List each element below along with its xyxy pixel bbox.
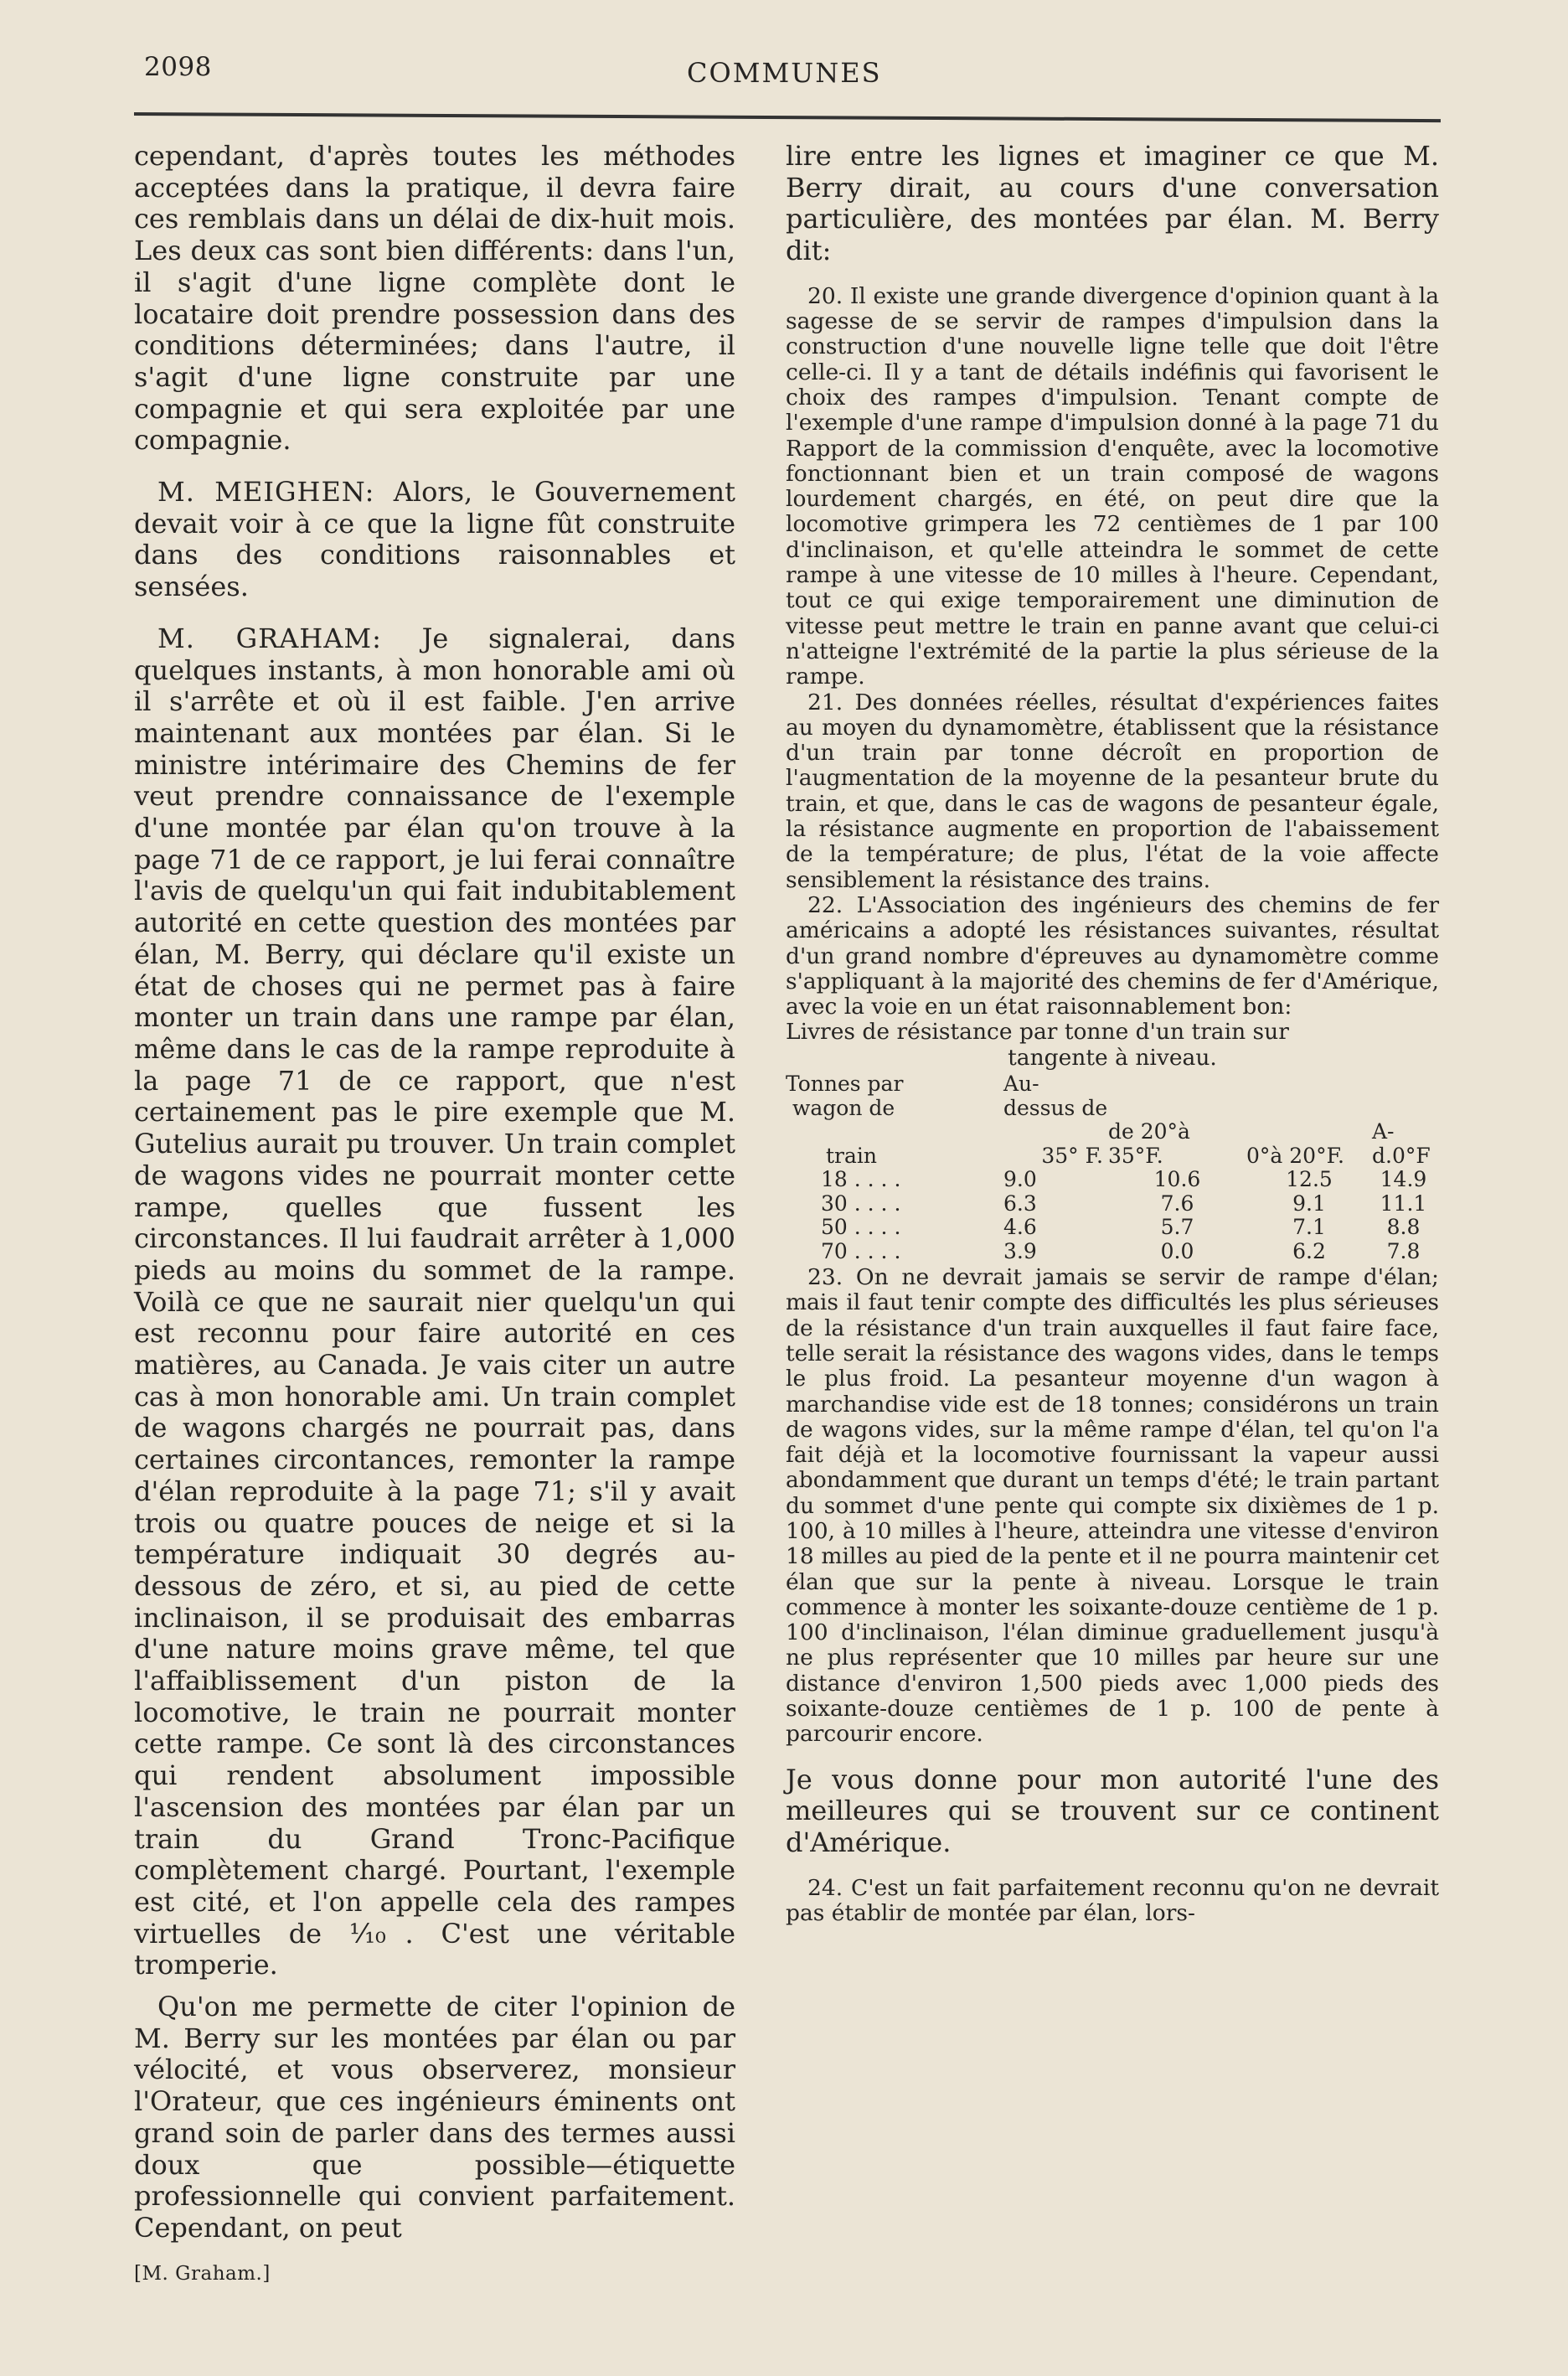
table-header-cell: wagon de	[792, 1095, 895, 1120]
table-header-row	[786, 1120, 1435, 1168]
table-header-row	[786, 1072, 1435, 1097]
table-cell: 0.0	[1160, 1238, 1194, 1263]
speaker-name: M. GRAHAM:	[157, 622, 382, 654]
resistance-table	[786, 1072, 1435, 1263]
table-cell: 50 . . . .	[821, 1215, 901, 1240]
table-cell: 9.0	[1003, 1167, 1037, 1192]
table-caption-line: tangente à niveau.	[1008, 1044, 1217, 1071]
quote-paragraph-23: 23. On ne devrait jamais se servir de rampe d'élan; mais il faut tenir compte des difficultés les plus sérieuses de la résistance d'un train auxquelles il faut faire face, telle serait la résistance des wagons vides, dans le temps le plus froid. La pesanteur moyenne d'un wagon à marchandise vide est de 18 tonnes; considérons un train de wagons vides, sur la même rampe d'élan, tel qu'on l'a fait déjà et la locomotive fournissant la vapeur aussi abondamment que durant un temps d'été; le train partant du sommet d'une pente qui compte six dixièmes de 1 p. 100, à 10 milles à l'heure, atteindra une vitesse d'environ 18 milles au pied de la pente et il ne pourra maintenir cet élan que sur la pente à niveau. Lorsque le train commence à monter les soixante-douze centième de 1 p. 100 d'inclinaison, l'élan diminue graduellement jusqu'à ne plus représenter que 10 milles par heure sur une distance d'environ 1,500 pieds avec 1,000 pieds des soixante-douze centièmes de 1 p. 100 de pente à parcourir encore.	[786, 1264, 1439, 1748]
table-cell: 11.1	[1380, 1191, 1427, 1216]
quote-paragraph-22: 22. L'Association des ingénieurs des chemins de fer américains a adopté les résistances suivantes, résultat d'un grand nombre d'épreuves au dynamomètre comme s'appliquant à la majorité des chemins de fer d'Amérique, avec la voie en un état raisonnablement bon:	[786, 891, 1439, 1020]
table-cell: 7.8	[1386, 1238, 1421, 1263]
berry-quotation	[786, 284, 1439, 1748]
table-cell: 14.9	[1380, 1167, 1427, 1192]
speaker-attribution: [M. Graham.]	[134, 2262, 271, 2285]
speech-meighen	[134, 477, 735, 603]
table-row	[786, 1216, 1435, 1240]
left-column	[134, 141, 735, 2285]
paragraph: Qu'on me permette de citer l'opinion de M. Berry sur les montées par élan ou par vélocité, et vous observerez, monsieur l'Orateur, que ces ingénieurs éminents ont grand soin de parler dans des termes aussi doux que possible—étiquette professionnelle qui convient parfaitement. Cependant, on peut	[134, 1991, 735, 2244]
paragraph: lire entre les lignes et imaginer ce que M. Berry dirait, au cours d'une conversation particulière, des montées par élan. M. Berry dit:	[786, 140, 1439, 267]
table-cell: 10.6	[1153, 1167, 1201, 1192]
table-row	[786, 1168, 1435, 1192]
table-cell: 18 . . . .	[821, 1167, 901, 1192]
table-header-cell: Tonnes par	[786, 1072, 904, 1097]
table-header-cell: A-d.0°F	[1372, 1119, 1431, 1168]
right-column	[786, 141, 1439, 1926]
paragraph: cependant, d'après toutes les méthodes acceptées dans la pratique, il devra faire ces remblais dans un délai de dix-huit mois. Les deux cas sont bien différents: dans l'un, il s'agit d'une ligne complète dont le locataire doit prendre possession dans des conditions déterminées; dans l'autre, il s'agit d'une ligne construite par une compagnie et qui sera exploitée par une compagnie.	[134, 140, 735, 457]
speech-text: Je signalerai, dans quelques instants, à mon honorable ami où il s'arrête et où il est faible. J'en arrive maintenant aux montées par élan. Si le ministre intérimaire des Chemins de fer veut prendre connaissance de l'exemple d'une montée par élan qu'on trouve à la page 71 de ce rapport, je lui ferai connaître l'avis de quelqu'un qui fait indubitablement autorité en cette question des montées par élan, M. Berry, qui déclare qu'il existe un état de choses qui ne permet pas à faire monter un train dans une rampe par élan, même dans le cas de la rampe reproduite à la page 71 de ce rapport, que n'est certainement pas le pire exemple que M. Gutelius aurait pu trouver. Un train complet de wagons vides ne pourrait monter cette rampe, quelles que fussent les circonstances. Il lui faudrait arrêter à 1,000 pieds au moins du sommet de la rampe. Voilà ce que ne saurait nier quelqu'un qui est reconnu pour faire autorité en ces matières, au Canada. Je vais citer un autre cas à mon honorable ami. Un train complet de wagons chargés ne pourrait pas, dans certaines circontances, remonter la rampe d'élan reproduite à la page 71; s'il y avait trois ou quatre pouces de neige et si la température indiquait 30 degrés au-dessous de zéro, et si, au pied de cette inclinaison, il se produisait des embarras d'une nature moins grave même, tel que l'affaiblissement d'un piston de la locomotive, le train ne pourrait monter cette rampe. Ce sont là des circonstances qui rendent absolument impossible l'ascension des montées par élan par un train du Grand Tronc-Pacifique complètement chargé. Pourtant, l'exemple est cité, et l'on appelle cela des rampes virtuelles de ⅒. C'est une véritable tromperie.	[134, 622, 736, 1981]
table-header-cell: dessus de	[1003, 1095, 1108, 1120]
table-header-row	[786, 1097, 1435, 1121]
table-cell: 4.6	[1003, 1215, 1037, 1240]
table-header-cell: 35° F.	[1041, 1143, 1103, 1168]
table-header-cell: de 20°à 35°F.	[1108, 1119, 1190, 1168]
table-caption-line: Livres de résistance par tonne d'un train sur	[786, 1019, 1289, 1046]
table-cell: 3.9	[1003, 1238, 1037, 1263]
header-rule	[134, 112, 1441, 122]
quote-paragraph-21: 21. Des données réelles, résultat d'expériences faites au moyen du dynamomètre, établissent que la résistance d'un train par tonne décroît en proportion de l'augmentation de la moyenne de la pesanteur brute du train, et que, dans le cas de wagons de pesanteur égale, la résistance augmente en proportion de l'abaissement de la température; de plus, l'état de la voie affecte sensiblement la résistance des trains.	[786, 689, 1439, 893]
quote-paragraph-20: 20. Il existe une grande divergence d'opinion quant à la sagesse de se servir de rampes d'impulsion dans la construction d'une nouvelle ligne telle que doit l'être celle-ci. Il y a tant de détails indéfinis qui favorisent le choix des rampes d'impulsion. Tenant compte de l'exemple d'une rampe d'impulsion donné à la page 71 du Rapport de la commission d'enquête, avec la locomotive fonctionnant bien et un train composé de wagons lourdement chargés, en été, on peut dire que la locomotive grimpera les 72 centièmes de 1 par 100 d'inclinaison, et qu'elle atteindra le sommet de cette rampe à une vitesse de 10 milles à l'heure. Cependant, tout ce qui exige temporairement une diminution de vitesse peut mettre le train en panne avant que celui-ci n'atteigne l'extrémité de la partie la plus sérieuse de la rampe.	[786, 282, 1439, 690]
table-cell: 8.8	[1386, 1215, 1421, 1240]
table-cell: 7.6	[1160, 1191, 1194, 1216]
table-cell: 12.5	[1286, 1167, 1333, 1192]
quote-paragraph-24: 24. C'est un fait parfaitement reconnu qu'on ne devrait pas établir de montée par élan, lors-	[786, 1874, 1439, 1927]
table-cell: 5.7	[1160, 1215, 1194, 1240]
table-cell: 6.3	[1003, 1191, 1037, 1216]
table-header-cell: Au-	[1003, 1072, 1039, 1097]
table-cell: 9.1	[1292, 1191, 1326, 1216]
running-head: COMMUNES	[687, 57, 882, 89]
table-cell: 70 . . . .	[821, 1238, 901, 1263]
page-number: 2098	[144, 52, 212, 82]
speech-text: Alors, le Gouvernement devait voir à ce que la ligne fût construite dans des conditions raisonnables et sensées.	[134, 476, 736, 603]
table-cell: 7.1	[1292, 1215, 1326, 1240]
table-header-cell: train	[826, 1143, 877, 1168]
paragraph: Je vous donne pour mon autorité l'une des meilleures qui se trouvent sur ce continent d'Amérique.	[786, 1763, 1439, 1859]
table-cell: 30 . . . .	[821, 1191, 901, 1216]
table-row	[786, 1192, 1435, 1216]
table-header-cell: 0°à 20°F.	[1246, 1143, 1344, 1168]
speech-graham	[134, 623, 735, 1981]
table-cell: 6.2	[1292, 1238, 1326, 1263]
speaker-name: M. MEIGHEN:	[157, 476, 375, 509]
table-row	[786, 1240, 1435, 1264]
